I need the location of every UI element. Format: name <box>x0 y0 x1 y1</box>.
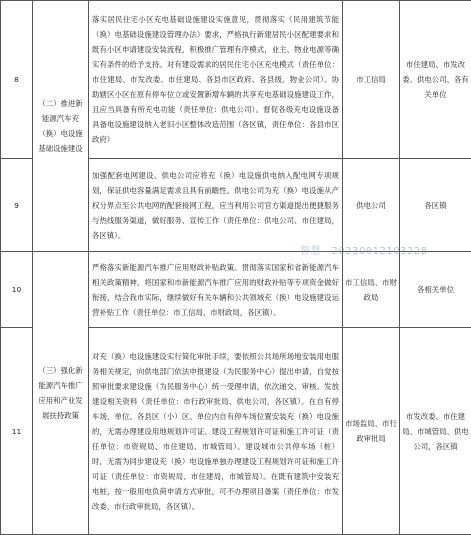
row-number: 9 <box>1 159 33 252</box>
table-row <box>1 252 471 328</box>
cooperating-departments: 市发改委、市住建局、市城管局、供电公司，各区镇 <box>400 328 471 535</box>
task-content: 落实居民住宅小区充电基础设施建设实施意见，贯彻落实《民用建筑节能（换）电基础设施建设管理办法》要求，严格执行新建居民小区配建要求和既有小区申请建设安装流程，积极推广管理有序模式，业主、物业电源等确实有条件的给予支持。对有建设需求的居民住宅小区充电模式（责任单位：市住建局、市发改委、市住建局、各县市区政府、各县级、物业公司）。协助辖区小区在原有停车位立或安置新增车辆的共享充电基础设施建设工作，且应当具备有所充电功能（责任单位：供电公司）。督促各级充电设施设备具备电设施建设纳入老旧小区整体改造范围（各区镇，责任单位：各县市区政府） <box>89 1 343 159</box>
category-cell: （三）强化新能源汽车推广应用和产业发展扶持政策 <box>33 252 89 535</box>
lead-department: 市工信局 <box>343 1 400 159</box>
row-number: 11 <box>1 328 33 535</box>
category-cell: （二）推进新能源汽车充（换）电设施基础设施建设 <box>33 1 89 252</box>
lead-department: 市场监局、市行政审批局 <box>343 328 400 535</box>
task-content: 对充（换）电设施建设实行简化审批手续，要依照公共场所场地安装用电服务相关规定，向供电部门依法申报建设（为民服务中心）提出申请，自觉按照审批要求建设施（为民服务中心）统一受理申请，依次递交、审核、发放建设相关资料（责任单位：市行政审批局、供电公司，各区镇）。在自有停车场、单位、各县区（小）区、单位内自有停车场位置安装充（换）电设施的，无需办理建设用地规划许可证、建设工程规划许可证和施工许可证（责任单位：市资规局、市住建局、市城管局）。建设城市公共停车场（桩）时，无需为同步建设充（换）电设施单独办理建设工程规划许可证和施工许可证（责任单位：市资规局、市住建局，市城管局）。在既有建筑中安装充电桩，按一般用电负荷申请方式审批，可不办理项目备案（责任单位：市发改委、市行政审批局，各区镇）。 <box>89 328 343 535</box>
watermark: 智慧—20230912103228 <box>300 246 428 257</box>
lead-department: 供电公司 <box>343 159 400 252</box>
table-row <box>1 1 471 159</box>
cooperating-departments: 各相关单位 <box>400 252 471 328</box>
cooperating-departments: 市住建局、市发改委、供电公司、各有关单位 <box>400 1 471 159</box>
task-content: 加强配套电网建设。供电公司应将充（换）电设施供电纳入配电网专项规划，保证供电容量满足需求且具有前瞻性。供电公司为充（换）电设施从产权分界点至公共电网的配套接网工程，应当利用公司官方渠道提出便捷服务与热线服务渠道，做好服务、宣传工作（责任单位：供电公司、市住建局，各区镇）。 <box>89 159 343 252</box>
lead-department: 市工信局、市财政局 <box>343 252 400 328</box>
row-number: 10 <box>1 252 33 328</box>
task-content: 严格落实新能源汽车推广应用财政补贴政策。贯彻落实国家和省新能源汽车相关政策精神，将国家和市新能源汽车推广应用的财政补贴等专项资金做好衔接，结合我市实际，继续做好有关车辆和公共领域充（换）电设施建设运营补贴工作（责任单位：市工信局、市财政局，各区镇）。 <box>89 252 343 328</box>
cooperating-departments: 各区镇 <box>400 159 471 252</box>
row-number: 8 <box>1 1 33 159</box>
